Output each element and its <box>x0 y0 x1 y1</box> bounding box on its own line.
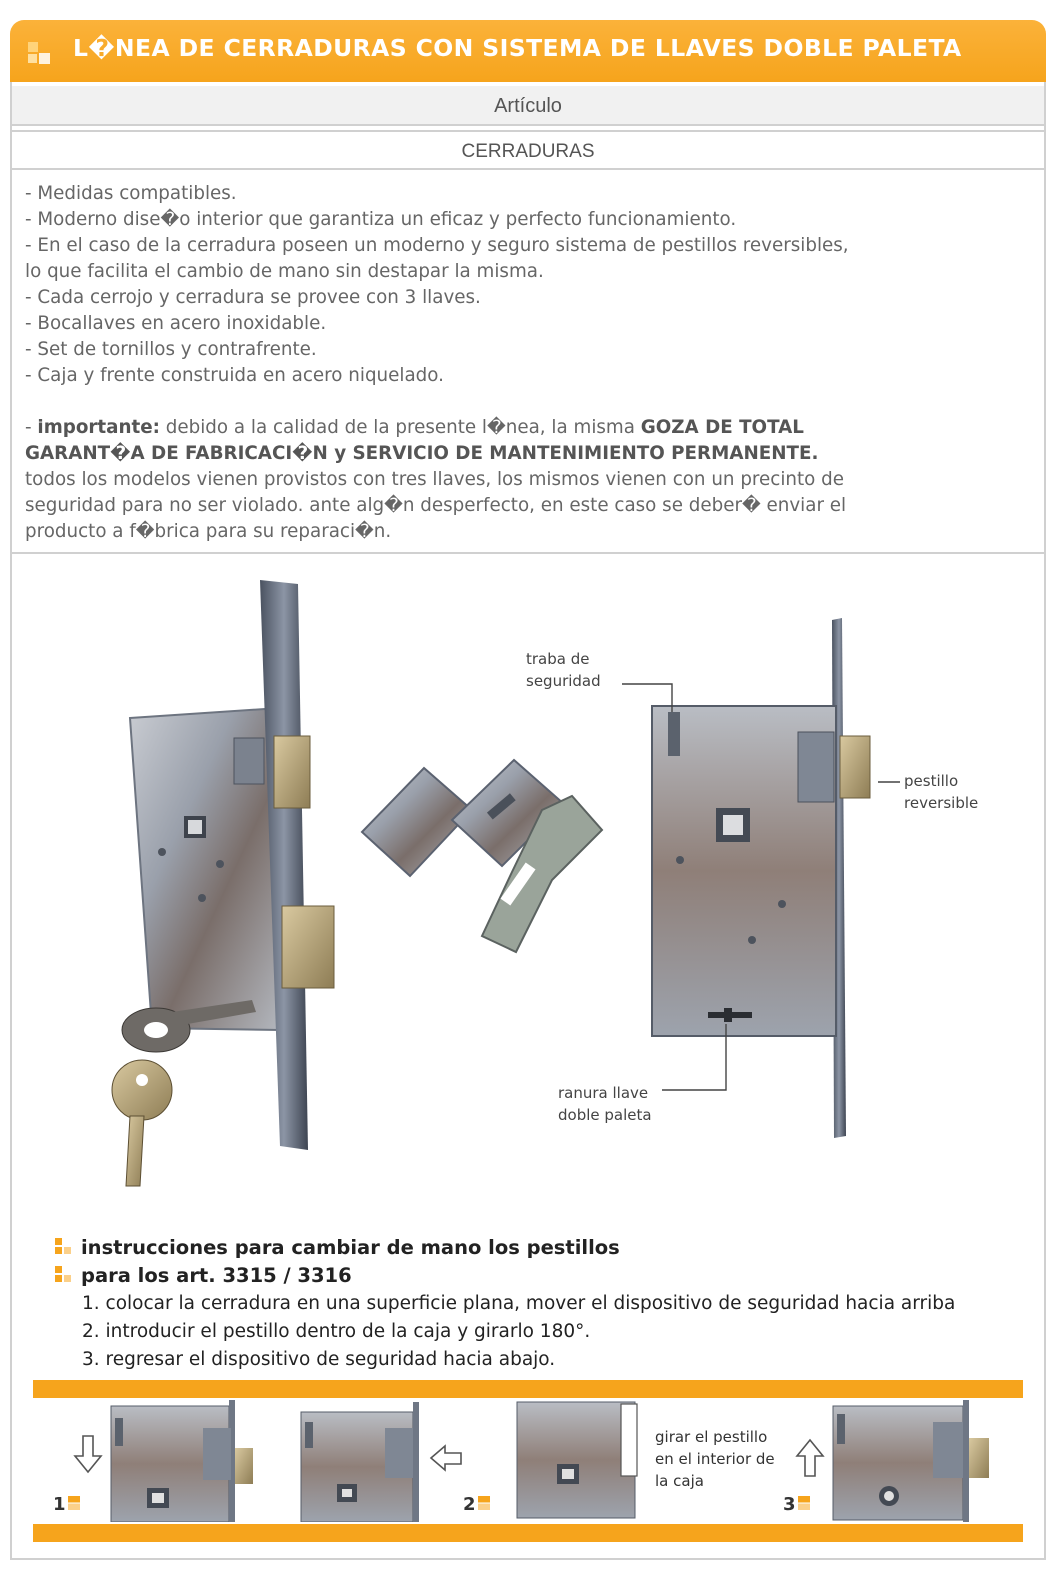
product-description <box>25 181 1035 545</box>
important-prefix: - <box>25 417 38 438</box>
section-header <box>10 20 1046 82</box>
product-figure <box>12 560 1042 1220</box>
important-note-line: seguridad para no ser violado. ante alg�n desperfecto, en este caso se deber� enviar el <box>25 495 847 516</box>
description-line: lo que facilita el cambio de mano sin destapar la misma. <box>25 261 544 282</box>
step-number-2: 2 <box>463 1494 490 1515</box>
important-label: importante: <box>37 417 160 438</box>
strike-plates <box>362 760 602 952</box>
bullet-squares-icon <box>798 1496 810 1510</box>
description-line: - En el caso de la cerradura poseen un moderno y seguro sistema de pestillos reversibles, <box>25 235 849 256</box>
step-number-3: 3 <box>783 1494 810 1515</box>
label-traba: traba de seguridad <box>526 650 601 690</box>
description-line: - Cada cerrojo y cerradura se provee con 3 llaves. <box>25 287 481 308</box>
description-line: - Moderno dise�o interior que garantiza un eficaz y perfecto funcionamiento. <box>25 209 737 230</box>
important-note-line: todos los modelos vienen provistos con tres llaves, los mismos vienen con un precinto de <box>25 469 845 490</box>
instructions <box>55 1234 955 1374</box>
instruction-step: 2. introducir el pestillo dentro de la caja y girarlo 180°. <box>82 1321 591 1342</box>
important-note-line: producto a f�brica para su reparaci�n. <box>25 521 392 542</box>
section-title: L�NEA DE CERRADURAS CON SISTEMA DE LLAVES DOBLE PALETA <box>73 34 962 62</box>
bullet-squares-icon <box>28 42 50 66</box>
label-ranura: ranura llave doble paleta <box>558 1084 652 1124</box>
description-line: - Set de tornillos y contrafrente. <box>25 339 317 360</box>
bullet-squares-icon <box>55 1266 73 1286</box>
important-note-line <box>25 415 1035 441</box>
description-line: - Bocallaves en acero inoxidable. <box>25 313 327 334</box>
category-row: CERRADURAS <box>12 130 1044 170</box>
accent-band-bottom <box>33 1524 1023 1542</box>
important-text: debido a la calidad de la presente l�nea, la misma <box>159 417 641 438</box>
important-note-line <box>25 441 1035 467</box>
instructions-heading: instrucciones para cambiar de mano los pestillos <box>55 1234 955 1262</box>
lock-left <box>112 580 334 1186</box>
bullet-squares-icon <box>55 1238 73 1258</box>
instructions-subheading: para los art. 3315 / 3316 <box>55 1262 955 1290</box>
step-caption: girar el pestillo en el interior de la caja <box>655 1428 775 1490</box>
important-bold: GOZA DE TOTAL <box>640 417 804 438</box>
description-line: - Caja y frente construida en acero niquelado. <box>25 365 444 386</box>
steps-strip <box>33 1398 1023 1522</box>
important-bold: GARANT�A DE FABRICACI�N y SERVICIO DE MANTENIMIENTO PERMANENTE. <box>25 443 819 464</box>
bullet-squares-icon <box>478 1496 490 1510</box>
steps-illustration <box>33 1398 1023 1522</box>
instruction-step: 1. colocar la cerradura en una superficie plana, mover el dispositivo de seguridad hacia arriba <box>82 1293 956 1314</box>
column-header-articulo: Artículo <box>12 86 1044 126</box>
bullet-squares-icon <box>68 1496 80 1510</box>
step-number-1: 1 <box>53 1494 80 1515</box>
divider <box>12 552 1044 554</box>
label-pestillo: pestillo reversible <box>904 772 979 812</box>
lock-right <box>652 618 870 1138</box>
instruction-step: 3. regresar el dispositivo de seguridad hacia abajo. <box>82 1349 556 1370</box>
accent-band-top <box>33 1380 1023 1398</box>
description-line: - Medidas compatibles. <box>25 183 237 204</box>
